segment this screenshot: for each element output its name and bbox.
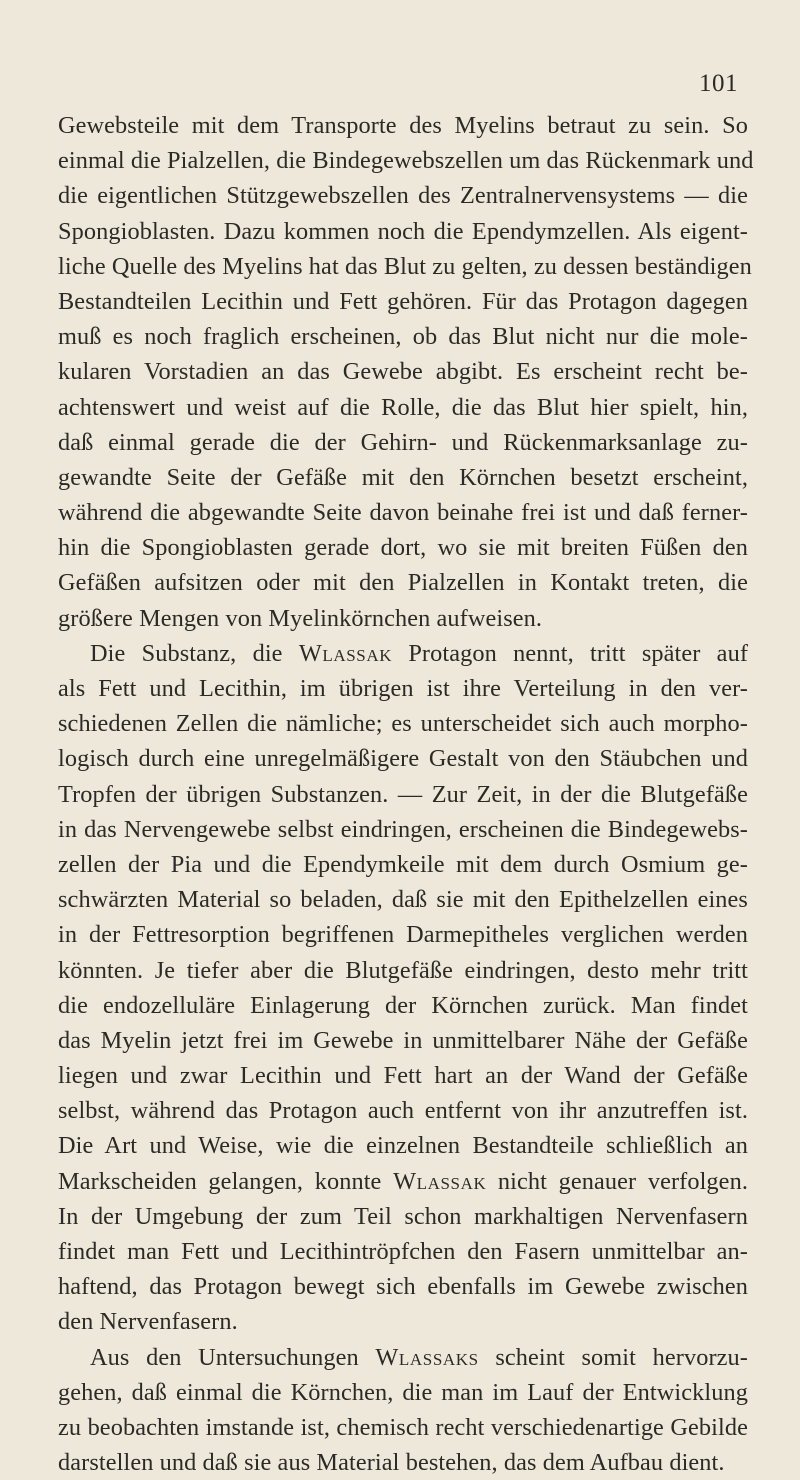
author-name: Wlassaks	[375, 1343, 479, 1371]
text-line	[58, 1340, 748, 1375]
text-line: findet man Fett und Lecithintröpfchen den Fasern unmittelbar an-	[58, 1238, 748, 1265]
text-line: größere Mengen von Myelinkörnchen aufweisen.	[58, 604, 543, 632]
text-line: kularen Vorstadien an das Gewebe abgibt. Es erscheint recht be-	[58, 358, 748, 386]
text-line: in das Nervengewebe selbst eindringen, erscheinen die Bindegewebs-	[58, 815, 748, 843]
text-line: in der Fettresorption begriffenen Darmepitheles verglichen werden	[58, 921, 748, 949]
text-line: achtenswert und weist auf die Rolle, die das Blut hier spielt, hin,	[58, 393, 748, 421]
text-run: Aus den Untersuchungen	[90, 1343, 376, 1371]
text-line: die eigentlichen Stützgewebszellen des Zentralnervensystems — die	[58, 182, 748, 210]
text-run: scheint somit hervorzu-	[478, 1343, 748, 1371]
text-line: Tropfen der übrigen Substanzen. — Zur Zeit, in der die Blutgefäße	[58, 780, 748, 808]
text-line: das Myelin jetzt frei im Gewebe in unmittelbarer Nähe der Gefäße	[58, 1026, 748, 1054]
text-line	[58, 1164, 748, 1199]
text-line: als Fett und Lecithin, im übrigen ist ihre Verteilung in den ver-	[58, 675, 748, 702]
text-line: schiedenen Zellen die nämliche; es unterscheidet sich auch morpho-	[58, 710, 748, 738]
text-run: Die Substanz, die	[90, 639, 299, 667]
text-line: daß einmal gerade die der Gehirn- und Rückenmarksanlage zu-	[58, 428, 748, 456]
text-line: hin die Spongioblasten gerade dort, wo sie mit breiten Füßen den	[58, 534, 748, 562]
text-line: muß es noch fraglich erscheinen, ob das Blut nicht nur die mole-	[58, 323, 748, 351]
author-name: Wlassak	[393, 1167, 487, 1195]
text-line: zu beobachten imstande ist, chemisch recht verschiedenartige Gebilde	[58, 1413, 748, 1441]
text-line: selbst, während das Protagon auch entfernt von ihr anzutreffen ist.	[58, 1097, 748, 1125]
text-line: während die abgewandte Seite davon beinahe frei ist und daß ferner-	[58, 499, 748, 527]
text-line: Spongioblasten. Dazu kommen noch die Ependymzellen. Als eigent-	[58, 217, 748, 245]
text-line: könnten. Je tiefer aber die Blutgefäße eindringen, desto mehr tritt	[58, 956, 748, 984]
text-line: haftend, das Protagon bewegt sich ebenfalls im Gewebe zwischen	[58, 1273, 748, 1301]
text-run: Protagon nennt, tritt später auf	[392, 639, 749, 667]
text-line: gewandte Seite der Gefäße mit den Körnchen besetzt erscheint,	[58, 463, 748, 491]
page-number: 101	[699, 70, 738, 97]
text-line: liche Quelle des Myelins hat das Blut zu gelten, zu dessen beständigen	[58, 252, 752, 280]
text-line: den Nervenfasern.	[58, 1308, 238, 1336]
text-line: die endozelluläre Einlagerung der Körnchen zurück. Man findet	[58, 991, 748, 1019]
text-line: logisch durch eine unregelmäßigere Gestalt von den Stäubchen und	[58, 745, 748, 773]
text-line: Gewebsteile mit dem Transporte des Myelins betraut zu sein. So	[58, 112, 748, 139]
text-line: In der Umgebung der zum Teil schon markhaltigen Nervenfasern	[58, 1202, 748, 1230]
text-line: darstellen und daß sie aus Material bestehen, das dem Aufbau dient.	[58, 1449, 725, 1477]
body-text	[58, 108, 754, 1480]
text-line: liegen und zwar Lecithin und Fett hart an der Wand der Gefäße	[58, 1062, 748, 1090]
text-line: einmal die Pialzellen, die Bindegewebszellen um das Rückenmark und	[58, 147, 754, 175]
text-run: Markscheiden gelangen, konnte	[58, 1167, 394, 1195]
text-line: Gefäßen aufsitzen oder mit den Pialzellen in Kontakt treten, die	[58, 569, 748, 597]
text-run: nicht genauer verfolgen.	[486, 1167, 748, 1195]
text-line	[58, 636, 748, 671]
text-line: Die Art und Weise, wie die einzelnen Bestandteile schließlich an	[58, 1132, 748, 1160]
text-line: gehen, daß einmal die Körnchen, die man im Lauf der Entwicklung	[58, 1378, 748, 1406]
text-line: zellen der Pia und die Ependymkeile mit dem durch Osmium ge-	[58, 850, 748, 878]
author-name: Wlassak	[298, 639, 393, 667]
text-line: Bestandteilen Lecithin und Fett gehören. Für das Protagon dagegen	[58, 287, 748, 315]
text-line: schwärzten Material so beladen, daß sie mit den Epithelzellen eines	[58, 886, 748, 914]
